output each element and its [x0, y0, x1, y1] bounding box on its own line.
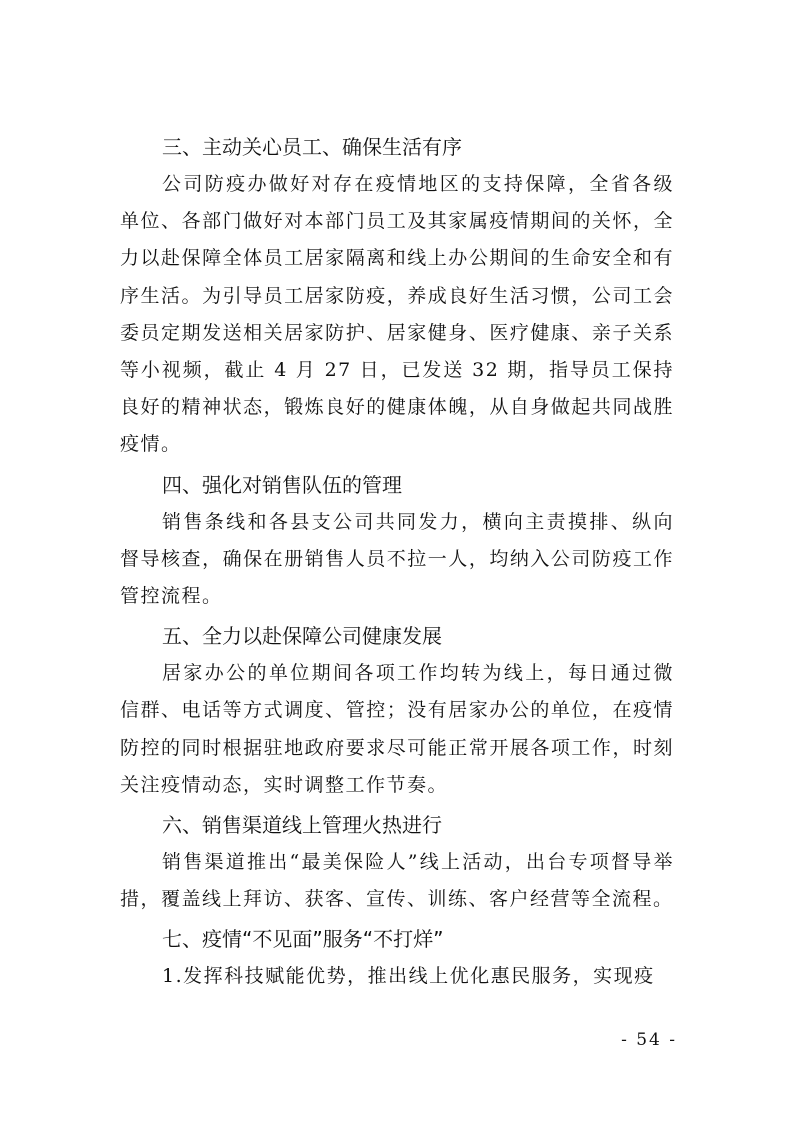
section-3 [120, 128, 674, 464]
document-body [120, 128, 674, 998]
section-paragraph: 居家办公的单位期间各项工作均转为线上，每日通过微信群、电话等方式调度、管控；没有居家办公的单位，在疫情防控的同时根据驻地政府要求尽可能正常开展各项工作，时刻关注疫情动态，实时调整工作节奏。 [120, 662, 674, 796]
section-heading: 三、主动关心员工、确保生活有序 [162, 135, 462, 159]
section-6 [120, 806, 674, 918]
section-paragraph: 销售渠道推出“最美保险人”线上活动，出台专项督导举措，覆盖线上拜访、获客、宣传、训练、客户经营等全流程。 [120, 851, 674, 911]
section-paragraph: 销售条线和各县支公司共同发力，横向主责摸排、纵向督导核查，确保在册销售人员不拉一人，均纳入公司防疫工作管控流程。 [120, 510, 674, 608]
section-heading: 六、销售渠道线上管理火热进行 [162, 813, 442, 838]
section-heading: 五、全力以赴保障公司健康发展 [162, 624, 442, 649]
section-7 [120, 920, 674, 995]
section-4 [120, 466, 674, 616]
section-heading: 四、强化对销售队伍的管理 [162, 472, 402, 497]
section-heading: 七、疫情“不见面”服务“不打烊” [162, 927, 444, 952]
section-5 [120, 617, 674, 804]
section-paragraph: 公司防疫办做好对存在疫情地区的支持保障，全省各级单位、各部门做好对本部门员工及其家属疫情期间的关怀，全力以赴保障全体员工居家隔离和线上办公期间的生命安全和有序生活。为引导员工居家防疫，养成良好生活习惯，公司工会委员定期发送相关居家防护、居家健身、医疗健康、亲子关系等小视频，截止 4 月 27 日，已发送 32 期，指导员工保持良好的精神状态，锻炼良好的健康体魄，从自身做起共同战胜疫情。 [120, 173, 674, 456]
page-number: - 54 - [621, 1030, 677, 1050]
section-paragraph: 1.发挥科技赋能优势，推出线上优化惠民服务，实现疫 [162, 965, 655, 988]
